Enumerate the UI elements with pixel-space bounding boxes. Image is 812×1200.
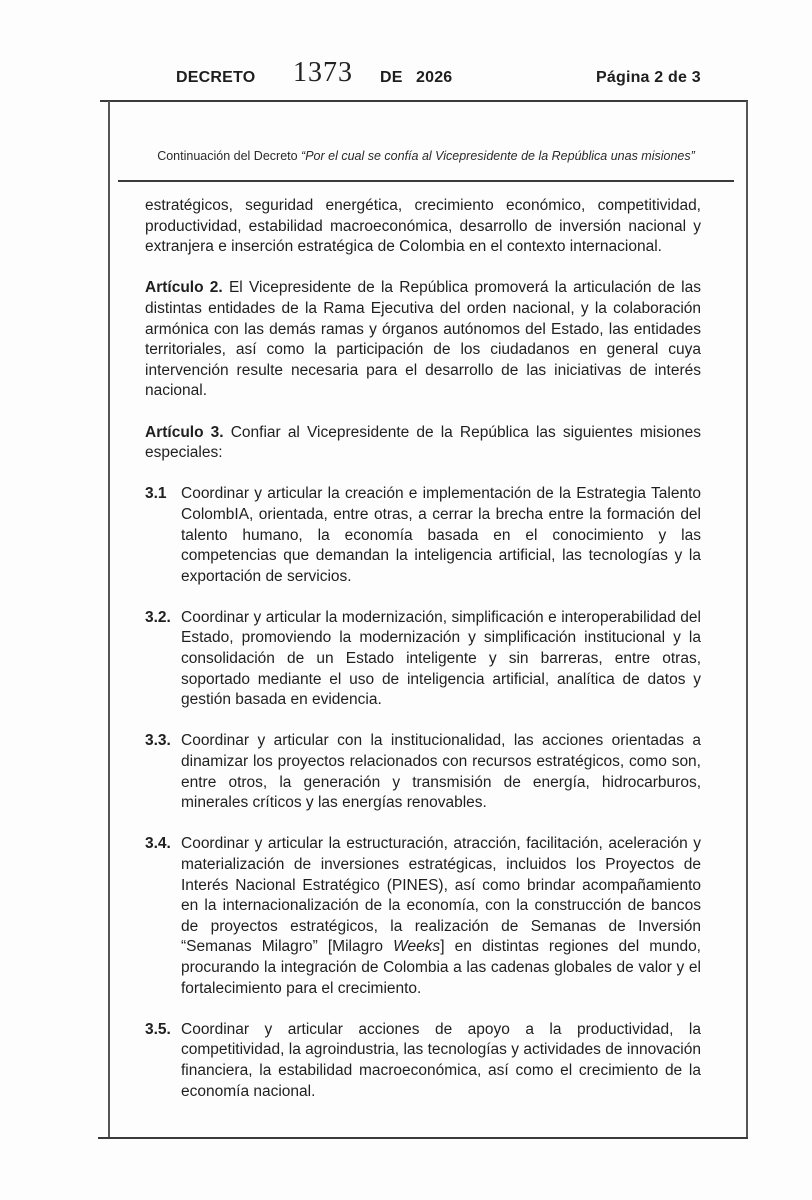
right-border: [746, 101, 748, 1138]
item-number: 3.4.: [145, 835, 171, 853]
continuation-line: [118, 149, 734, 163]
list-item-3-1: [145, 484, 701, 587]
item-text: Coordinar y articular la modernización, simplificación e interoperabilidad del Estado, promoviendo la modernización y simplificación institucional y la consolidación de un Estado inteligente y sin barreras, entre otras, soportado mediante el uso de inteligencia artificial, analítica de datos y gestión basada en evidencia.: [181, 608, 701, 709]
item-text: Coordinar y articular acciones de apoyo a la productividad, la competitividad, la agroindustria, las tecnologías y actividades de innovación financiera, la estabilidad macroeconómica, así como el crecimiento de la economía nacional.: [181, 1020, 701, 1100]
item-text-part: ] en distintas regiones del mundo, procurando la integración de Colombia a las cadenas globales de valor y el fortalecimiento para el crecimiento.: [181, 938, 701, 997]
decreto-number: 1373: [293, 57, 353, 88]
decreto-label: DECRETO: [176, 69, 256, 86]
item-number: 3.2.: [145, 608, 171, 626]
list-item-3-5: [145, 1020, 701, 1102]
continuation-prefix: Continuación del Decreto: [157, 149, 302, 163]
intro-paragraph: estratégicos, seguridad energética, crecimiento económico, competitividad, productividad, estabilidad macroeconómica, desarrollo de inversión nacional y extranjera e inserción estratégica de Colombia en el contexto internacional.: [145, 197, 701, 256]
item-text: Coordinar y articular con la institucionalidad, las acciones orientadas a dinamizar los proyectos relacionados con recursos estratégicos, como son, entre otros, la generación y transmisión de energía, hidrocarburos, minerales críticos y las energías renovables.: [181, 732, 701, 812]
top-rule: [100, 100, 748, 102]
item-number: 3.5.: [145, 1020, 171, 1038]
decreto-year: 2026: [416, 69, 453, 86]
list-item-3-3: [145, 731, 701, 813]
list-item-3-2: [145, 608, 701, 711]
article-2-text: El Vicepresidente de la República promoverá la articulación de las distintas entidades de la Rama Ejecutiva del orden nacional, y la colaboración armónica con las demás ramas y órganos autónomos del Estado, las entidades territoriales, así como la participación de los ciudadanos en general cuya intervención resulte necesaria para el desarrollo de las iniciativas de interés nacional.: [145, 279, 701, 400]
de-label: DE: [380, 69, 403, 86]
document-body: [145, 196, 701, 1102]
list-item-3-4: [145, 834, 701, 999]
article-2: [145, 278, 701, 402]
item-text-italic: Weeks: [393, 938, 441, 956]
item-text: [181, 834, 701, 999]
article-3-label: Artículo 3.: [145, 423, 224, 441]
left-border: [108, 101, 110, 1138]
page-number: Página 2 de 3: [596, 69, 701, 86]
article-3: [145, 423, 701, 464]
article-2-label: Artículo 2.: [145, 279, 223, 297]
item-number: 3.3.: [145, 732, 171, 750]
item-text-part: Coordinar y articular la estructuración, atracción, facilitación, aceleración y materialización de inversiones estratégicas, incluidos los Proyectos de Interés Nacional Estratégico (PINES), así como brindar acompañamiento en la internacionalización de la economía, con la construcción de bancos de proyectos estratégicos, la realización de Semanas de Inversión “Semanas Milagro” [Milagro: [181, 835, 701, 956]
item-number: 3.1: [145, 485, 167, 503]
continuation-title: “Por el cual se confía al Vicepresidente de la República unas misiones”: [301, 149, 695, 163]
header-rule: [118, 180, 734, 182]
item-text: Coordinar y articular la creación e implementación de la Estrategia Talento ColombIA, orientada, entre otras, a cerrar la brecha entre la formación del talento humano, la economía basada en el conocimiento y las competencias que demandan la inteligencia artificial, las tecnologías y la exportación de servicios.: [181, 485, 701, 585]
article-3-text: Confiar al Vicepresidente de la República las siguientes misiones especiales:: [145, 423, 701, 462]
bottom-rule: [98, 1137, 748, 1139]
